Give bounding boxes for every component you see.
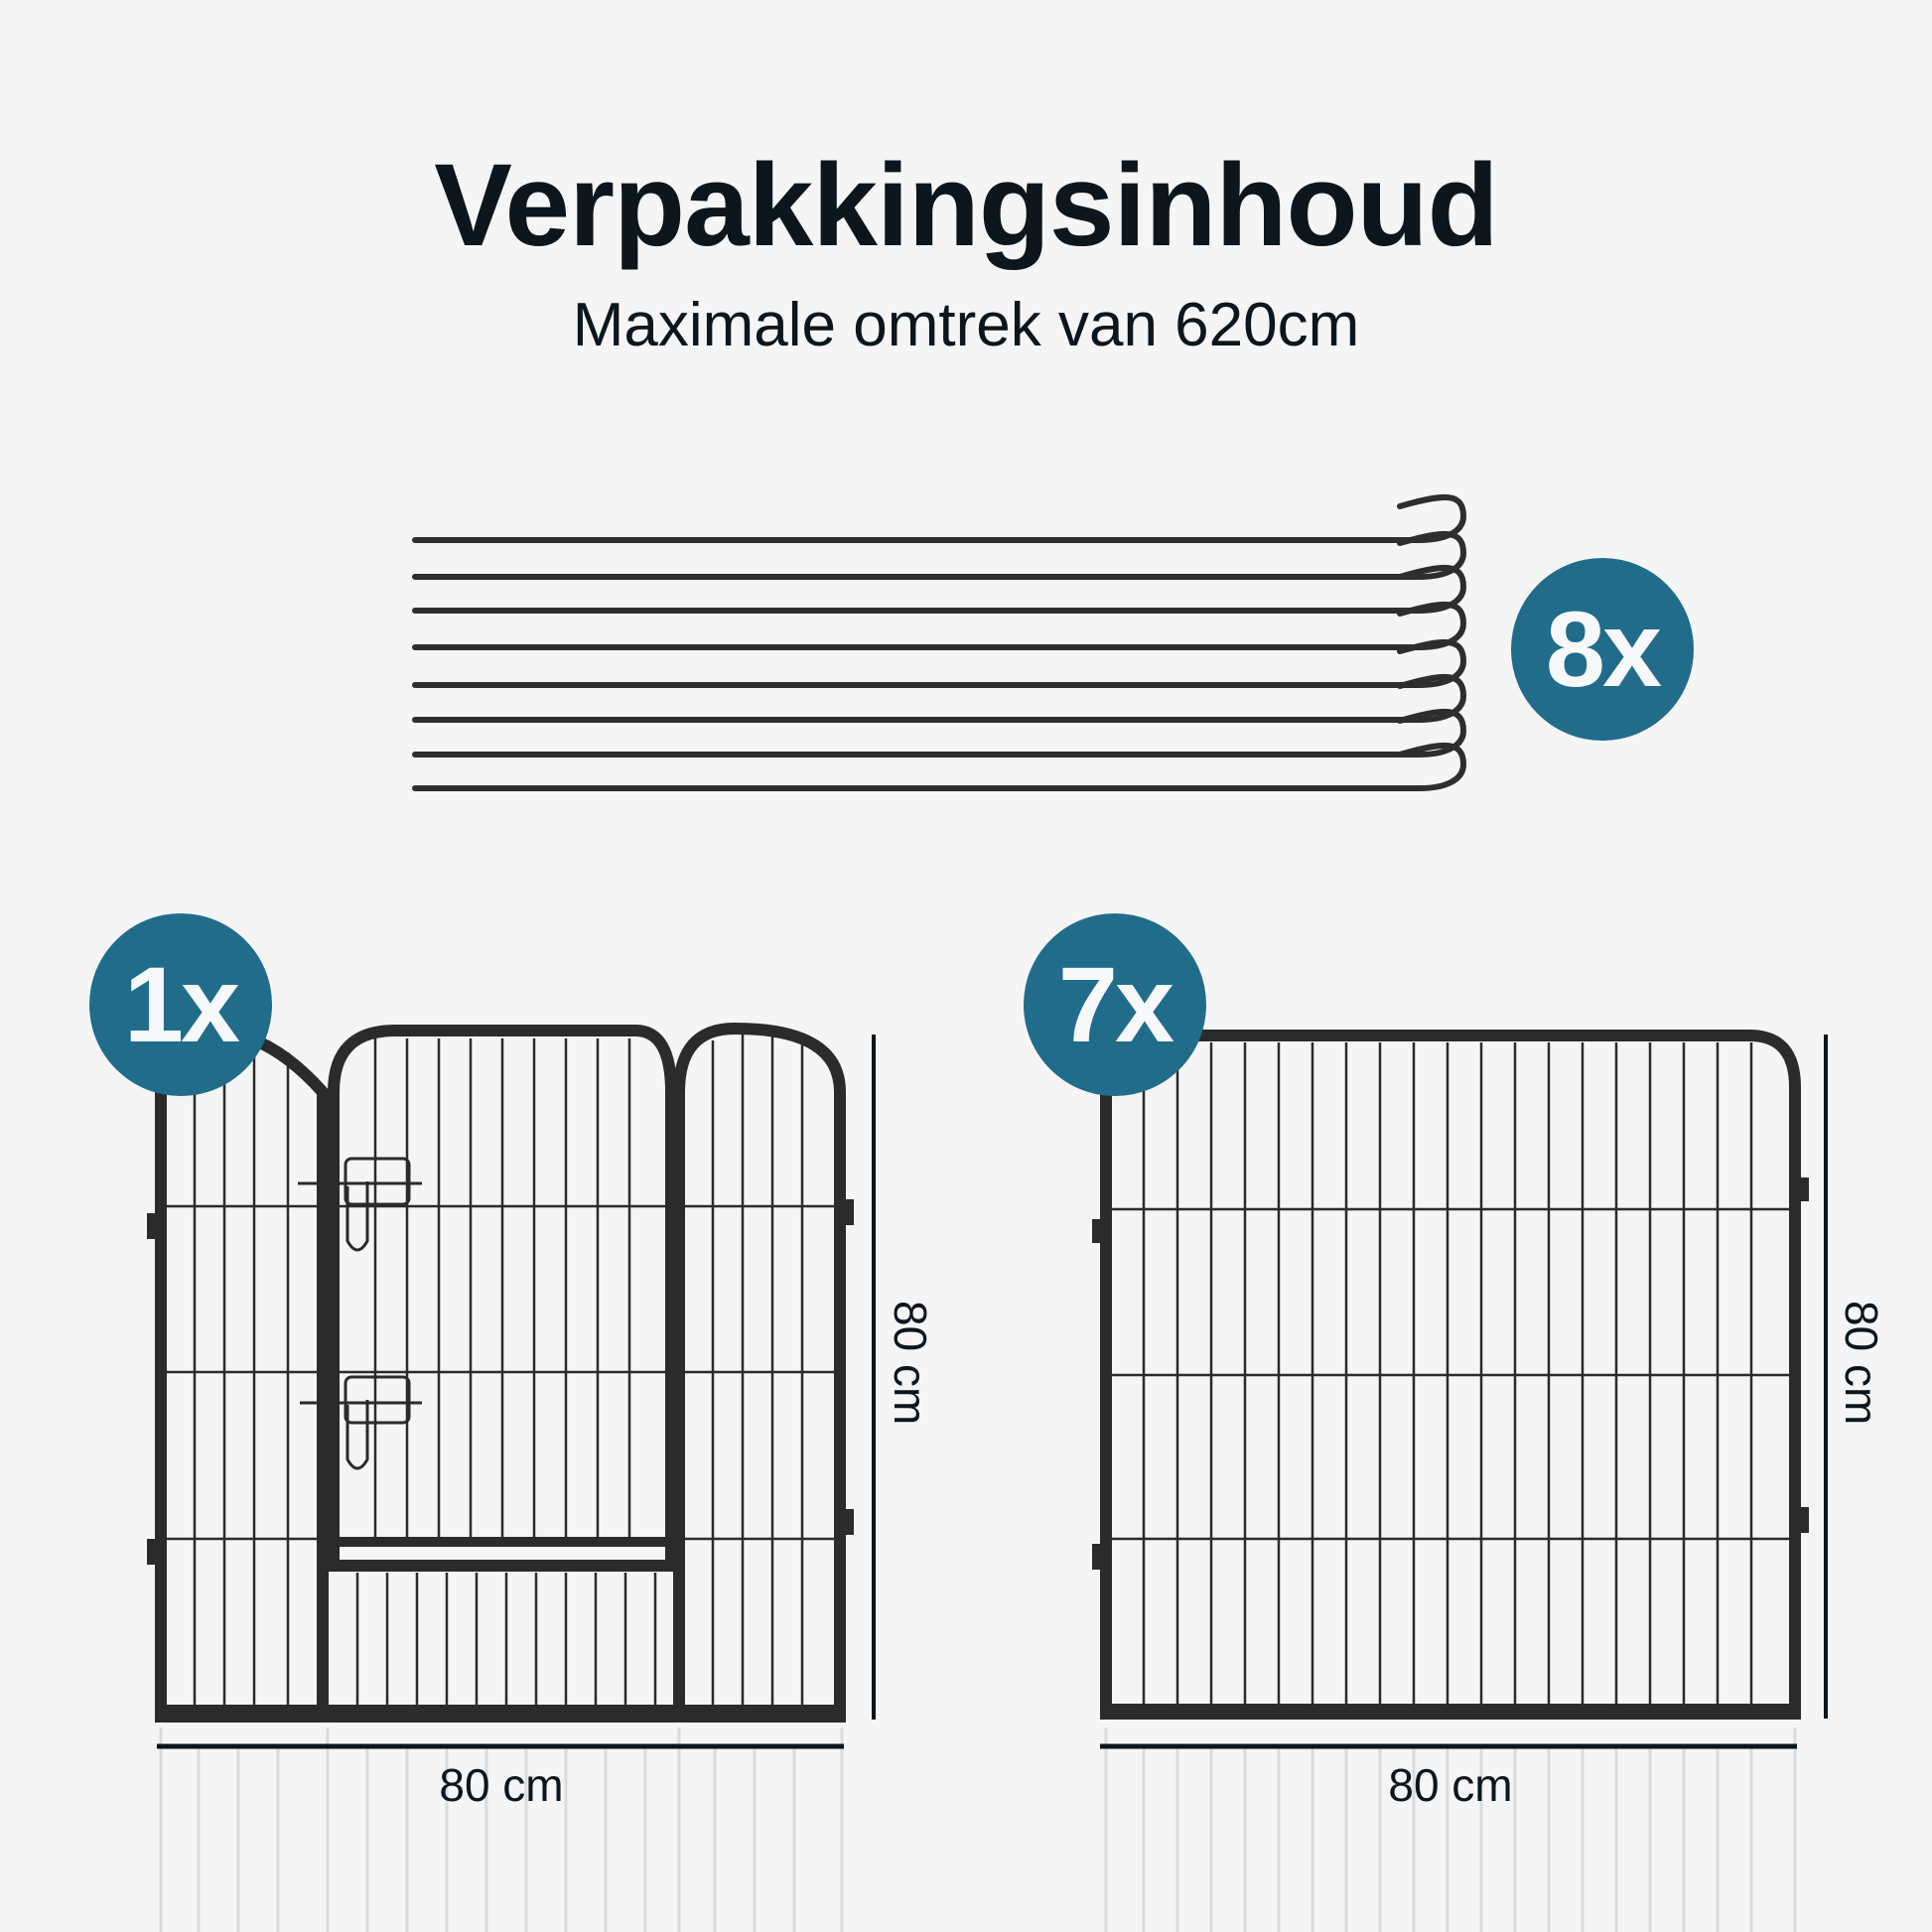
door-panel-width-label: 80 cm — [439, 1759, 564, 1811]
page-subtitle: Maximale omtrek van 620cm — [572, 291, 1360, 359]
fence-panel-width-label: 80 cm — [1388, 1759, 1513, 1811]
fence-panel-height-label: 80 cm — [1836, 1301, 1887, 1426]
quantity-badge-door-panel: 1x — [89, 913, 272, 1096]
page-title: Verpakkingsinhoud — [434, 140, 1498, 271]
ground-stake-icon — [415, 497, 1463, 788]
quantity-badge-fence-panel: 7x — [1024, 913, 1206, 1096]
door-panel-height-label: 80 cm — [885, 1301, 936, 1426]
quantity-badge-pins: 8x — [1511, 558, 1694, 741]
